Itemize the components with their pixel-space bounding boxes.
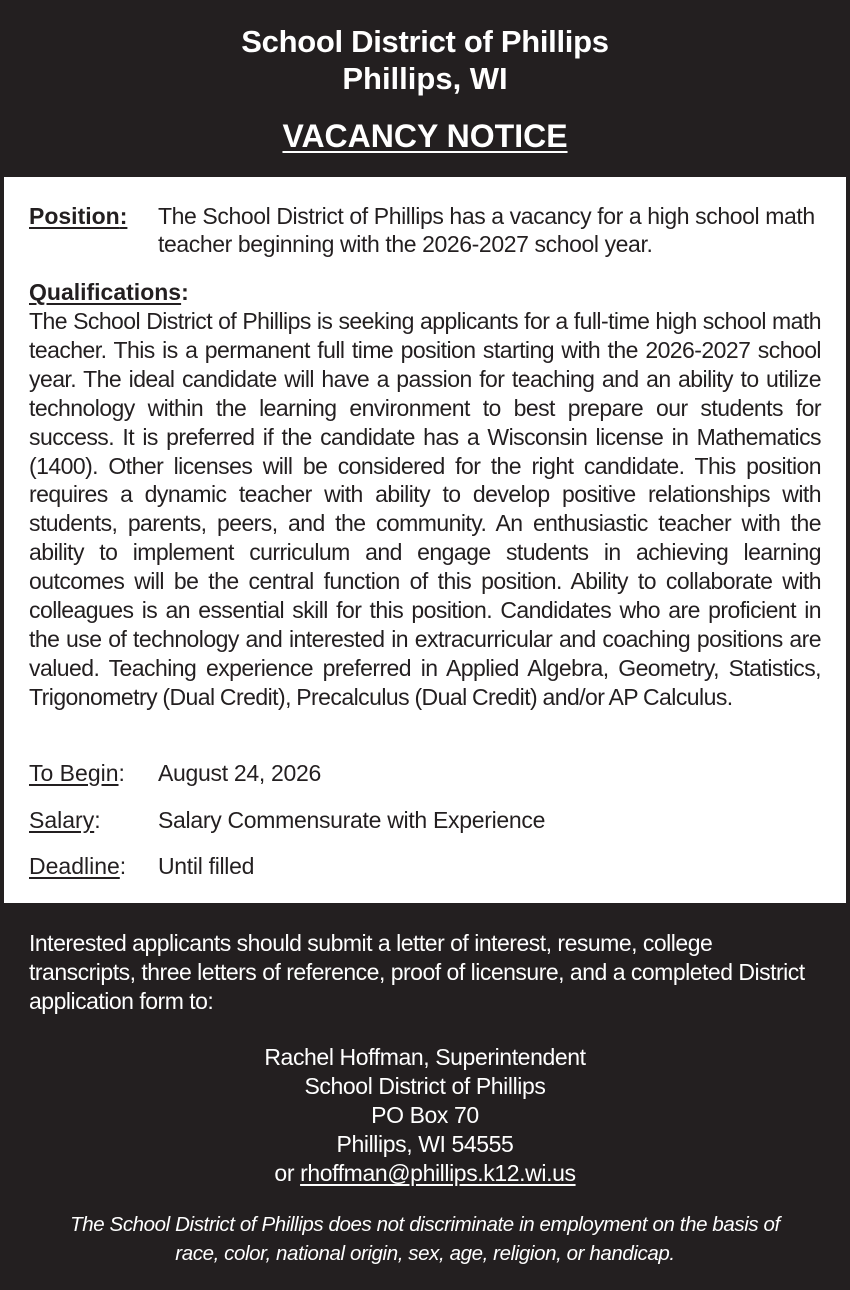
district-location: Phillips, WI xyxy=(342,61,508,96)
position-label xyxy=(29,202,127,230)
deadline-value: Until filled xyxy=(158,853,255,879)
contact-email-link[interactable]: rhoffman@phillips.k12.wi.us xyxy=(300,1160,576,1186)
to-begin-label-text: To Begin xyxy=(29,760,119,786)
salary-label xyxy=(29,806,101,834)
nondiscrimination-statement xyxy=(20,1210,830,1268)
disclaimer-line-1: The School District of Phillips does not discriminate in employment on the basis of xyxy=(70,1213,780,1236)
to-begin-label-colon: : xyxy=(118,760,125,786)
notice-title: VACANCY NOTICE xyxy=(282,118,568,154)
disclaimer-line-2: race, color, national origin, sex, age, religion, or handicap. xyxy=(175,1242,675,1265)
salary-label-colon: : xyxy=(94,807,101,833)
details-box xyxy=(4,177,846,903)
application-instructions: Interested applicants should submit a letter of interest, resume, college transcripts, three letters of reference, proof of licensure, and a completed District application form to: xyxy=(29,930,805,1014)
district-name: School District of Phillips xyxy=(241,24,609,59)
contact-or: or xyxy=(274,1160,301,1186)
salary-label-text: Salary xyxy=(29,807,95,833)
deadline-label-text: Deadline xyxy=(29,853,120,879)
contact-block xyxy=(0,1043,850,1188)
contact-po-box: PO Box 70 xyxy=(371,1102,479,1128)
deadline-label xyxy=(29,852,126,880)
contact-org: School District of Phillips xyxy=(304,1073,546,1099)
qualifications-label xyxy=(29,278,189,306)
contact-city: Phillips, WI 54555 xyxy=(336,1131,514,1157)
position-label-colon: : xyxy=(119,203,128,229)
qualifications-label-text: Qualifications xyxy=(29,279,182,305)
position-text: The School District of Phillips has a vacancy for a high school math teacher beginning with the 2026-2027 school year. xyxy=(158,203,815,257)
deadline-label-colon: : xyxy=(119,853,127,879)
header xyxy=(0,0,850,175)
contact-email-line xyxy=(0,1159,850,1188)
position-label-text: Position xyxy=(29,203,120,229)
to-begin-label xyxy=(29,759,125,787)
qualifications-label-colon: : xyxy=(181,279,189,305)
contact-name: Rachel Hoffman, Superintendent xyxy=(264,1044,586,1070)
to-begin-value: August 24, 2026 xyxy=(158,760,322,786)
qualifications-text: The School District of Phillips is seeking applicants for a full-time high school math teacher. This is a permanent full time position starting with the 2026-2027 school year. The ideal candidate will have a passion for teaching and an ability to utilize technology within the learning environment to best prepare our students for success. It is preferred if the candidate has a Wisconsin license in Mathematics (1400). Other licenses will be considered for the right candidate. This position requires a dynamic teacher with ability to develop positive relationships with students, parents, peers, and the community. An enthusiastic teacher with the ability to implement curriculum and engage students in achieving learning outcomes will be the central function of this position. Ability to collaborate with colleagues is an essential skill for this position. Candidates who are proficient in the use of technology and interested in extracurricular and coaching positions are valued. Teaching experience preferred in Applied Algebra, Geometry, Statistics, Trigonometry (Dual Credit), Precalculus (Dual Credit) and/or AP Calculus. xyxy=(29,308,821,710)
salary-value: Salary Commensurate with Experience xyxy=(158,807,546,833)
